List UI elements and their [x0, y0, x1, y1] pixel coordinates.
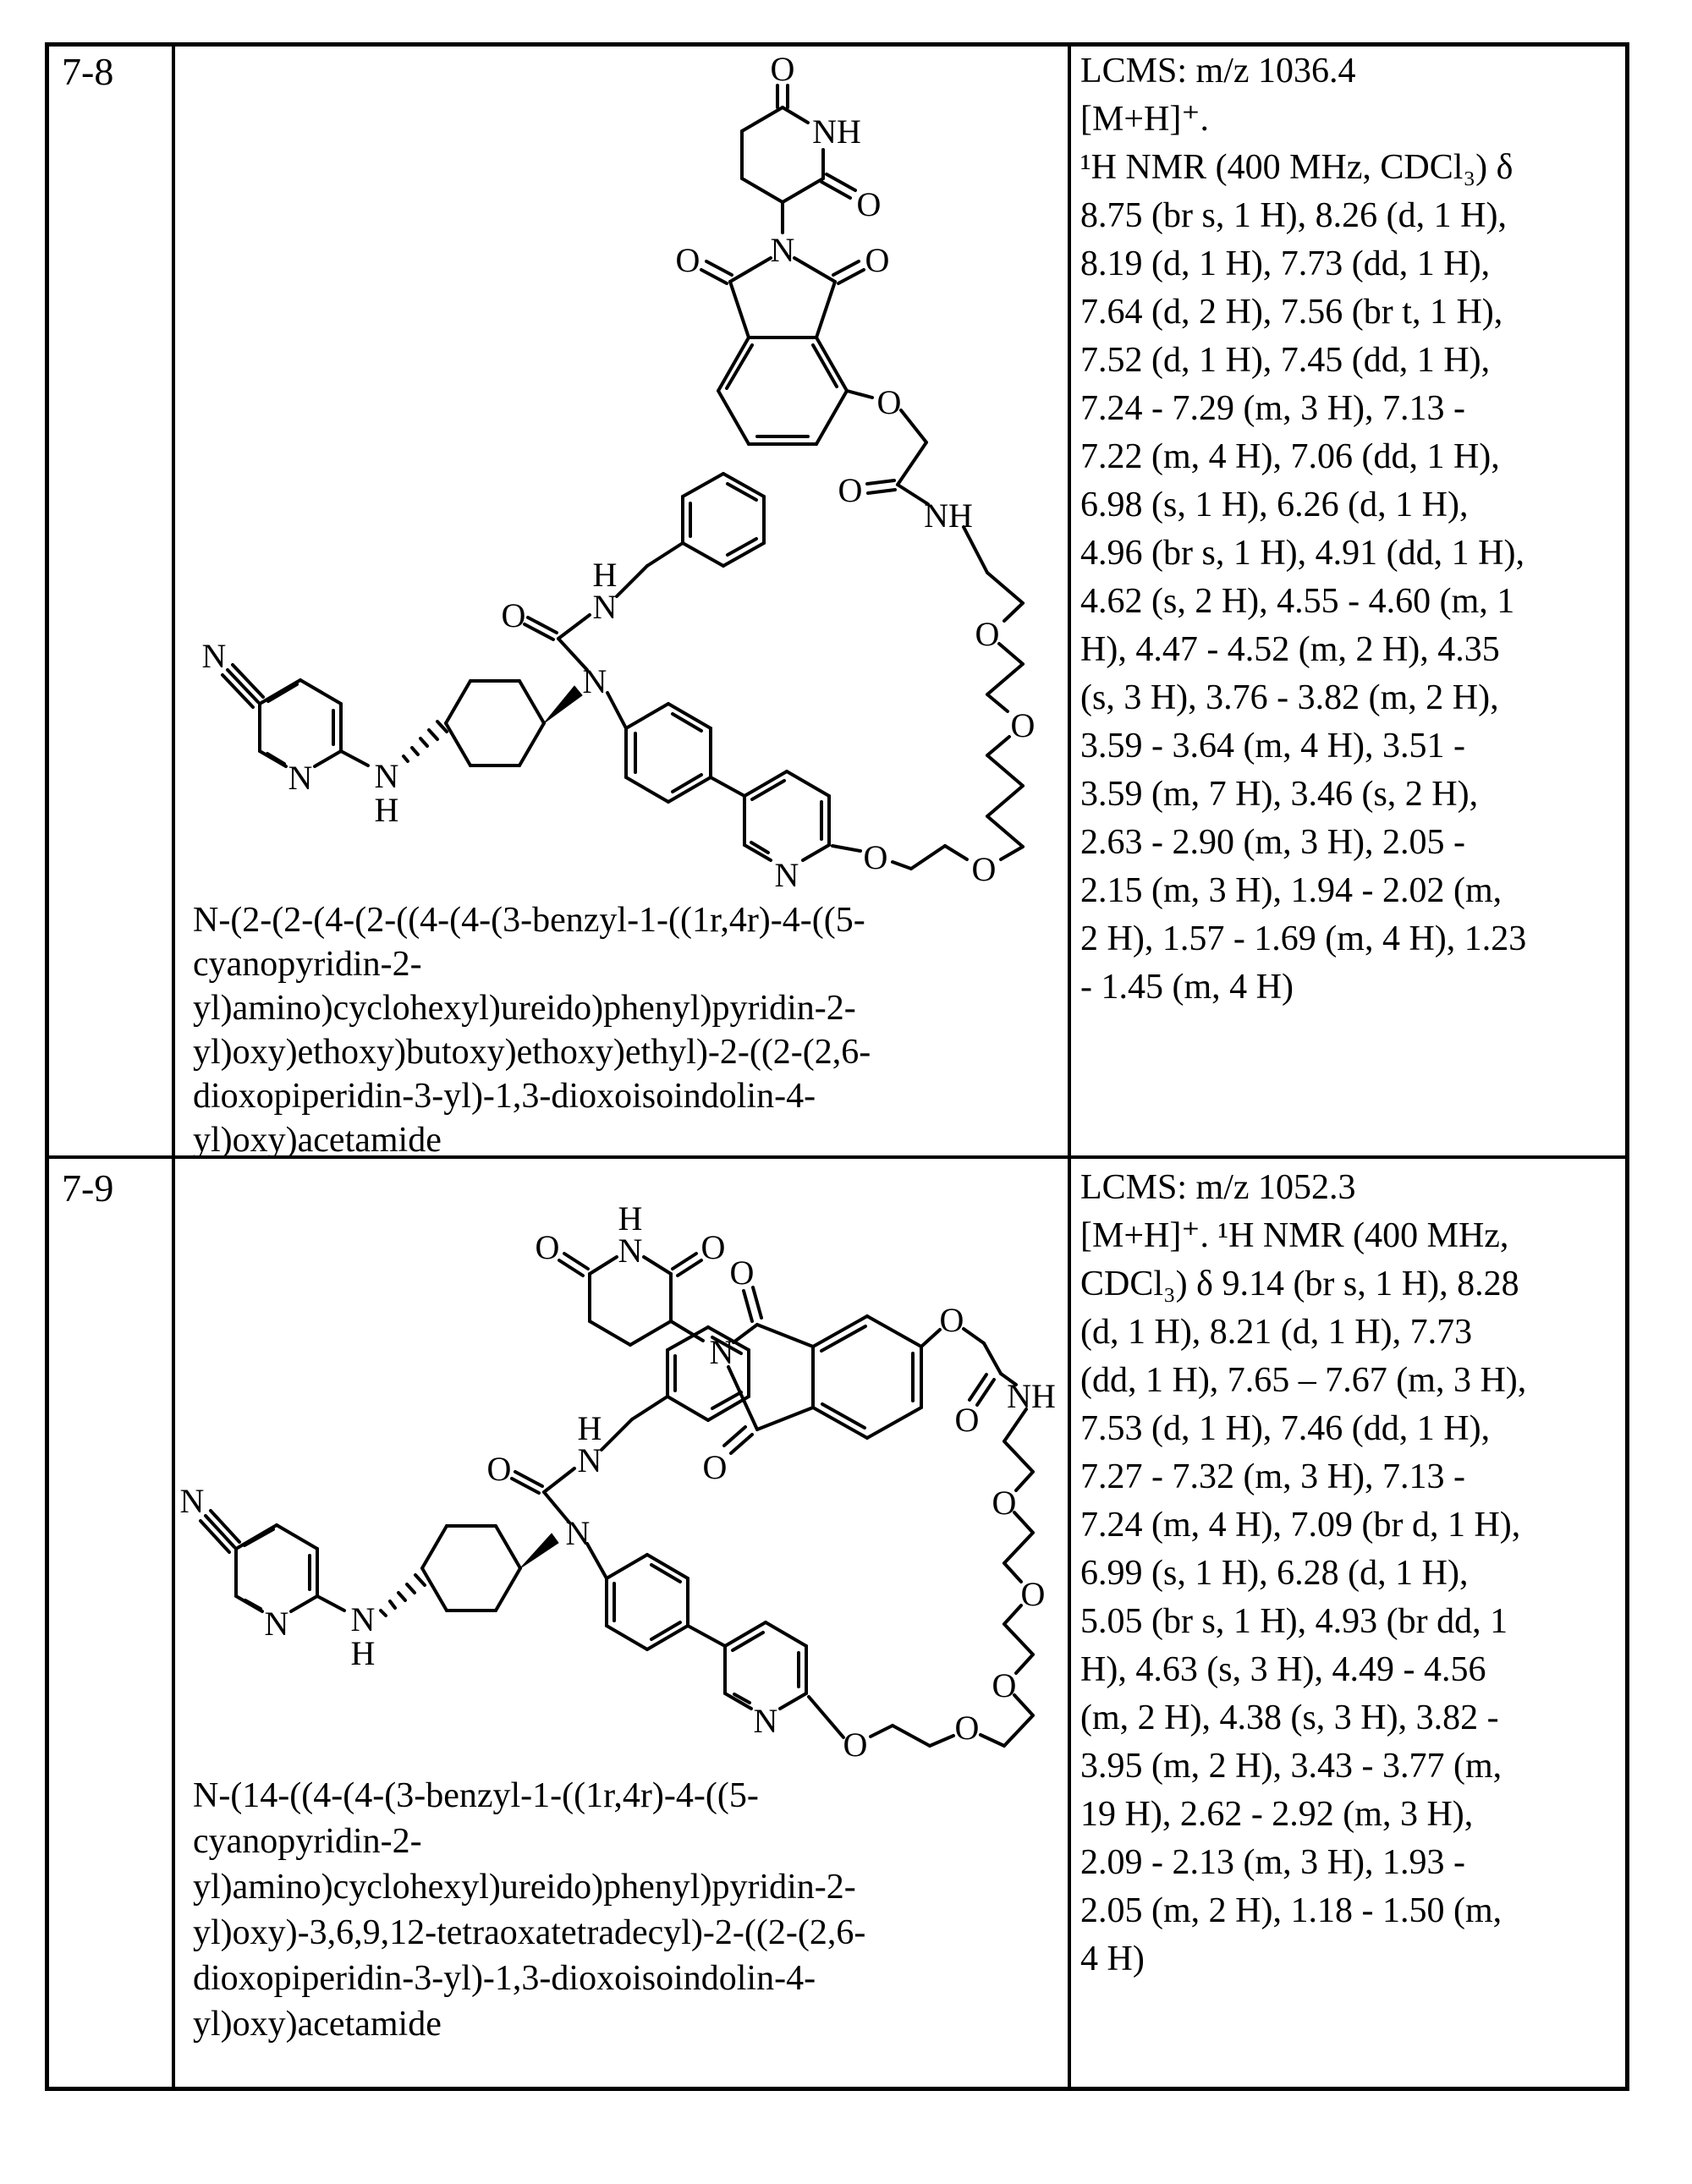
text-line: H), 4.63 (s, 3 H), 4.49 - 4.56 — [1080, 1650, 1486, 1689]
text-line: 5.05 (br s, 1 H), 4.93 (br dd, 1 — [1080, 1602, 1508, 1641]
atom-label-o: O — [501, 596, 526, 634]
bond — [987, 737, 1009, 755]
atom-label-nh: NH — [924, 497, 973, 535]
table-border-left — [45, 42, 49, 2091]
atom-label-h: H — [592, 556, 618, 594]
bond — [1016, 1654, 1033, 1673]
bond — [816, 391, 847, 444]
bond — [987, 664, 1023, 694]
text-line: yl)oxy)acetamide — [193, 2005, 442, 2044]
text-line: dioxopiperidin-3-yl)-1,3-dioxoisoindolin-4- — [193, 1959, 816, 1998]
atom-label-o: O — [975, 615, 1000, 653]
compound-id: 7-9 — [62, 1166, 114, 1210]
text-line: 7.64 (d, 2 H), 7.56 (br t, 1 H), — [1080, 293, 1503, 332]
stereo-wedge-bond — [544, 686, 582, 723]
bond — [429, 730, 437, 739]
bond — [999, 644, 1023, 664]
atom-label-o: O — [939, 1301, 964, 1339]
text-line: - 1.45 (m, 4 H) — [1080, 968, 1294, 1007]
bond — [753, 1287, 761, 1318]
atom-label-o: O — [971, 850, 997, 888]
text-line: 8.75 (br s, 1 H), 8.26 (d, 1 H), — [1080, 196, 1507, 235]
bond — [607, 1626, 647, 1649]
atom-label-n: N — [592, 588, 618, 626]
table-divider-col2 — [1068, 42, 1071, 2087]
bond — [987, 816, 1023, 847]
bond — [728, 484, 756, 500]
atom-label-n: N — [753, 1702, 778, 1740]
bond — [987, 694, 1008, 711]
bond — [407, 1584, 415, 1593]
bond — [420, 738, 427, 746]
atom-label-o: O — [954, 1401, 980, 1439]
text-line: (d, 1 H), 8.21 (d, 1 H), 7.73 — [1080, 1313, 1473, 1352]
bond — [1004, 1441, 1033, 1472]
bond — [984, 1343, 1001, 1374]
bond — [1004, 1533, 1033, 1563]
bond — [528, 617, 557, 633]
text-line: LCMS: m/z 1036.4 — [1080, 52, 1356, 91]
atom-label-h: H — [577, 1409, 602, 1447]
bond — [728, 539, 756, 555]
text-line: 7.52 (d, 1 H), 7.45 (dd, 1 H), — [1080, 341, 1491, 380]
text-line: yl)amino)cyclohexyl)ureido)phenyl)pyridin-2- — [193, 989, 856, 1028]
atom-label-h: H — [374, 791, 399, 829]
bond — [630, 1321, 671, 1345]
atom-label-o: O — [838, 471, 863, 509]
atom-label-n: N — [350, 1600, 376, 1638]
bond — [867, 1408, 921, 1438]
bond — [300, 680, 341, 704]
bond — [718, 391, 749, 444]
bond — [1014, 1695, 1033, 1715]
text-line: 2.09 - 2.13 (m, 3 H), 1.93 - — [1080, 1843, 1465, 1882]
bond — [945, 846, 967, 859]
bond — [412, 748, 418, 755]
bond — [871, 1726, 893, 1737]
bond — [341, 751, 368, 765]
atom-label-o: O — [535, 1228, 560, 1266]
bond — [783, 107, 808, 123]
bond — [1014, 1512, 1033, 1533]
bond — [422, 1568, 447, 1611]
text-line: N-(14-((4-(4-(3-benzyl-1-((1r,4r)-4-((5- — [193, 1776, 759, 1815]
atom-label-o: O — [863, 838, 888, 876]
bond — [1004, 1605, 1021, 1624]
text-line: 6.98 (s, 1 H), 6.26 (d, 1 H), — [1080, 486, 1469, 524]
bond — [268, 684, 297, 701]
atom-label-o: O — [954, 1709, 980, 1747]
bond — [757, 1408, 813, 1429]
bond — [544, 1468, 574, 1492]
bond — [496, 1526, 520, 1568]
bond — [981, 1735, 1004, 1746]
atom-label-n: N — [374, 757, 399, 795]
text-line: 8.19 (d, 1 H), 7.73 (dd, 1 H), — [1080, 244, 1491, 283]
bond — [730, 258, 771, 282]
atom-label-o: O — [865, 241, 890, 279]
text-line: 7.53 (d, 1 H), 7.46 (dd, 1 H), — [1080, 1409, 1491, 1448]
atom-label-o: O — [486, 1450, 512, 1488]
bond — [415, 1575, 425, 1585]
text-line: 4.96 (br s, 1 H), 4.91 (dd, 1 H), — [1080, 534, 1524, 573]
atom-label-n: N — [770, 231, 795, 269]
compound-name — [193, 1773, 1052, 2047]
text-line: 3.59 (m, 7 H), 3.46 (s, 2 H), — [1080, 775, 1479, 814]
text-line: [M+H]⁺. — [1080, 100, 1210, 139]
bond — [813, 1408, 867, 1438]
bond — [404, 756, 408, 761]
bond — [898, 442, 926, 485]
bond — [987, 755, 1023, 786]
text-line: 4.62 (s, 2 H), 4.55 - 4.60 (m, 1 — [1080, 582, 1515, 621]
bond — [832, 846, 860, 851]
bond — [626, 777, 668, 802]
bond — [667, 1397, 708, 1420]
bond — [607, 1555, 647, 1578]
bond — [1004, 1624, 1033, 1654]
text-line: H), 4.47 - 4.52 (m, 2 H), 4.35 — [1080, 630, 1500, 669]
atom-label-nh: NH — [812, 112, 861, 151]
bond — [683, 543, 723, 566]
bond — [867, 1316, 921, 1347]
atom-label-n: N — [582, 662, 607, 700]
atom-label-o: O — [992, 1666, 1017, 1704]
atom-label-o: O — [1020, 1575, 1046, 1613]
text-line: 4 H) — [1080, 1940, 1145, 1978]
text-line: (s, 3 H), 3.76 - 3.82 (m, 2 H), — [1080, 678, 1499, 717]
bond — [787, 771, 829, 796]
bond — [317, 1596, 344, 1611]
text-line: cyanopyridin-2- — [193, 945, 422, 984]
text-line: [M+H]⁺. ¹H NMR (400 MHz, — [1080, 1216, 1509, 1255]
bond — [446, 723, 470, 765]
bond — [868, 490, 895, 493]
text-line: 7.24 - 7.29 (m, 3 H), 7.13 - — [1080, 389, 1465, 428]
atom-label-n: N — [264, 1605, 289, 1643]
bond — [816, 282, 835, 337]
atom-label-o: O — [992, 1484, 1017, 1522]
atom-label-n: N — [201, 637, 227, 675]
atom-label-n: N — [179, 1482, 205, 1520]
bond — [1004, 1563, 1021, 1582]
text-line: 19 H), 2.62 - 2.92 (m, 3 H), — [1080, 1795, 1474, 1834]
bond — [809, 1697, 843, 1737]
chemical-structure-7-9 — [173, 1162, 1065, 1767]
bond — [964, 1329, 984, 1343]
bond — [987, 573, 1023, 603]
text-line: 2 H), 1.57 - 1.69 (m, 4 H), 1.23 — [1080, 919, 1527, 958]
bond — [277, 1525, 317, 1549]
bond — [647, 543, 683, 566]
text-line: 7.27 - 7.32 (m, 3 H), 7.13 - — [1080, 1457, 1465, 1496]
bond — [803, 845, 829, 860]
text-line: 7.22 (m, 4 H), 7.06 (dd, 1 H), — [1080, 437, 1500, 476]
analysis-text — [1080, 47, 1622, 1012]
atom-label-n: N — [774, 856, 799, 894]
bond — [783, 178, 823, 202]
atom-label-n: N — [709, 1333, 734, 1371]
text-line: ¹H NMR (400 MHz, CDCl₃) δ — [1080, 148, 1513, 187]
bond — [496, 1568, 520, 1611]
bond — [930, 1736, 953, 1746]
text-line: (dd, 1 H), 7.65 – 7.67 (m, 3 H), — [1080, 1361, 1527, 1400]
atom-label-o: O — [702, 1448, 728, 1486]
atom-label-o: O — [770, 50, 795, 88]
bond — [718, 337, 749, 391]
text-line: 7.24 (m, 4 H), 7.09 (br d, 1 H), — [1080, 1506, 1521, 1545]
bond — [644, 1257, 671, 1274]
bond — [1001, 847, 1023, 859]
bond — [921, 1330, 940, 1347]
bond — [816, 337, 847, 391]
bond — [398, 1593, 405, 1600]
text-line: yl)oxy)ethoxy)butoxy)ethoxy)ethyl)-2-((2-(2,6- — [193, 1033, 871, 1072]
bond — [519, 681, 544, 723]
stereo-wedge-bond — [520, 1534, 558, 1568]
atom-label-o: O — [729, 1254, 755, 1292]
text-line: 6.99 (s, 1 H), 6.28 (d, 1 H), — [1080, 1554, 1469, 1593]
text-line: 3.59 - 3.64 (m, 4 H), 3.51 - — [1080, 727, 1465, 765]
bond — [315, 751, 341, 766]
bond — [901, 410, 926, 442]
atom-label-o: O — [856, 185, 882, 223]
bond — [422, 1526, 447, 1568]
bond — [1016, 1472, 1033, 1490]
compound-id: 7-8 — [62, 50, 114, 93]
atom-label-o: O — [1010, 706, 1036, 744]
bond — [291, 1596, 317, 1611]
atom-label-h: H — [618, 1199, 643, 1237]
atom-label-o: O — [675, 241, 700, 279]
bond — [260, 680, 300, 704]
bond — [1004, 1715, 1033, 1746]
bond — [893, 1726, 930, 1746]
text-line: 2.15 (m, 3 H), 1.94 - 2.02 (m, — [1080, 871, 1502, 910]
atom-label-n: N — [288, 759, 313, 797]
bond — [626, 704, 668, 728]
text-line: 2.05 (m, 2 H), 1.18 - 1.50 (m, — [1080, 1891, 1502, 1930]
bond — [766, 1622, 806, 1646]
bond — [688, 1626, 725, 1646]
bond — [712, 1392, 741, 1408]
compound-name — [193, 898, 1052, 1162]
bond — [744, 1291, 752, 1321]
bond — [987, 786, 1023, 816]
text-line: dioxopiperidin-3-yl)-1,3-dioxoisoindolin-4- — [193, 1077, 816, 1116]
text-line: yl)oxy)-3,6,9,12-tetraoxatetradecyl)-2-((2-(2,6- — [193, 1913, 866, 1952]
analysis-text — [1080, 1164, 1622, 1984]
bond — [911, 846, 945, 869]
bond — [558, 615, 590, 639]
atom-label-nh: NH — [1007, 1377, 1056, 1415]
bond — [525, 624, 553, 639]
bond — [780, 1693, 806, 1709]
text-line: 3.95 (m, 2 H), 3.43 - 3.77 (m, — [1080, 1747, 1502, 1786]
bond — [757, 1325, 813, 1347]
atom-label-n: N — [577, 1441, 602, 1479]
atom-label-n: N — [618, 1232, 643, 1270]
bond — [632, 1397, 667, 1419]
bond — [590, 1321, 630, 1345]
text-line: yl)amino)cyclohexyl)ureido)phenyl)pyridin-2- — [193, 1868, 856, 1907]
bond — [742, 178, 783, 202]
text-line: 2.63 - 2.90 (m, 3 H), 2.05 - — [1080, 823, 1465, 862]
bond — [794, 258, 835, 282]
bond — [893, 862, 911, 869]
bond — [617, 566, 647, 596]
text-line: yl)oxy)acetamide — [193, 1121, 442, 1160]
bond — [244, 1529, 273, 1545]
atom-label-o: O — [700, 1228, 726, 1266]
bond — [390, 1601, 395, 1608]
bond — [733, 1633, 763, 1650]
bond — [602, 1419, 632, 1450]
table-border-bottom — [45, 2087, 1629, 2091]
text-line: CDCl₃) δ 9.14 (br s, 1 H), 8.28 — [1080, 1265, 1519, 1303]
bond — [607, 693, 626, 728]
chemical-structure-7-8 — [173, 47, 1065, 901]
text-line: cyanopyridin-2- — [193, 1822, 422, 1861]
bond — [730, 282, 749, 337]
bond — [1004, 603, 1023, 621]
table-border-right — [1625, 42, 1629, 2091]
atom-label-h: H — [350, 1634, 376, 1672]
atom-label-o: O — [843, 1726, 868, 1764]
atom-label-o: O — [876, 383, 902, 421]
text-line: N-(2-(2-(4-(2-((4-(4-(3-benzyl-1-((1r,4r)-4-((5- — [193, 901, 865, 940]
text-line: LCMS: m/z 1052.3 — [1080, 1168, 1356, 1207]
bond — [742, 107, 783, 131]
bond — [590, 1257, 617, 1274]
bond — [711, 777, 744, 796]
bond — [381, 1611, 386, 1616]
text-line: (m, 2 H), 4.38 (s, 3 H), 3.82 - — [1080, 1698, 1499, 1737]
bond — [446, 681, 470, 723]
bond — [683, 474, 723, 497]
bond — [867, 480, 894, 484]
bond — [733, 1325, 757, 1342]
atom-label-n: N — [565, 1514, 591, 1552]
bond — [847, 391, 872, 398]
bond — [519, 723, 544, 765]
